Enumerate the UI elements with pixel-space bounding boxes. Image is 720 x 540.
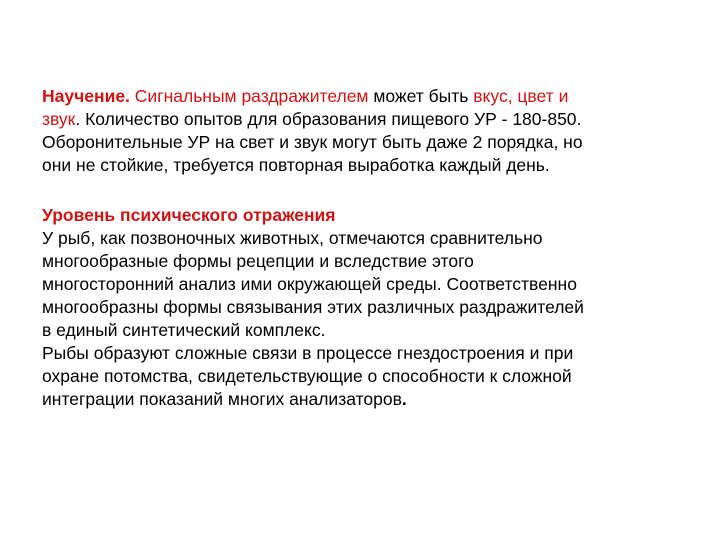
body-line: охране потомства, свидетельствующие о способности к сложной xyxy=(42,366,572,386)
heading-psychic-reflection: Уровень психического отражения xyxy=(42,205,336,225)
paragraph-learning-line-1 xyxy=(42,85,692,108)
stimulus-types-text: вкус, цвет и xyxy=(473,86,569,106)
body-line: Рыбы образуют сложные связи в процессе гнездостроения и при xyxy=(42,343,574,363)
paragraph-spacer xyxy=(42,177,692,204)
body-line-last xyxy=(42,388,692,411)
body-line: многообразны формы связывания этих различных раздражителей xyxy=(42,297,584,317)
paragraph-learning-line-4: они не стойкие, требуется повторная выработка каждый день. xyxy=(42,155,550,175)
plain-text: может быть xyxy=(368,86,474,106)
paragraph-psychic-reflection xyxy=(42,204,692,411)
sound-text: звук xyxy=(42,109,76,129)
slide-content xyxy=(42,85,692,411)
final-period: . xyxy=(401,389,407,409)
heading-learning: Научение. xyxy=(42,86,130,106)
body-line: в единый синтетический комплекс. xyxy=(42,320,326,340)
paragraph-learning xyxy=(42,85,692,177)
body-line: У рыб, как позвоночных животных, отмечаются сравнительно xyxy=(42,228,543,248)
body-line-last-text: интеграции показаний многих анализаторов xyxy=(42,389,402,409)
paragraph-learning-line-3: Оборонительные УР на свет и звук могут быть даже 2 порядка, но xyxy=(42,132,583,152)
body-line: многосторонний анализ ими окружающей среды. Соответственно xyxy=(42,274,577,294)
body-line: многообразные формы рецепции и вследствие этого xyxy=(42,251,474,271)
paragraph-learning-line-2 xyxy=(42,108,692,131)
plain-text: . Количество опытов для образования пищевого УР - 180-850. xyxy=(75,109,582,129)
signal-stimulus-text: Сигнальным раздражителем xyxy=(129,86,369,106)
